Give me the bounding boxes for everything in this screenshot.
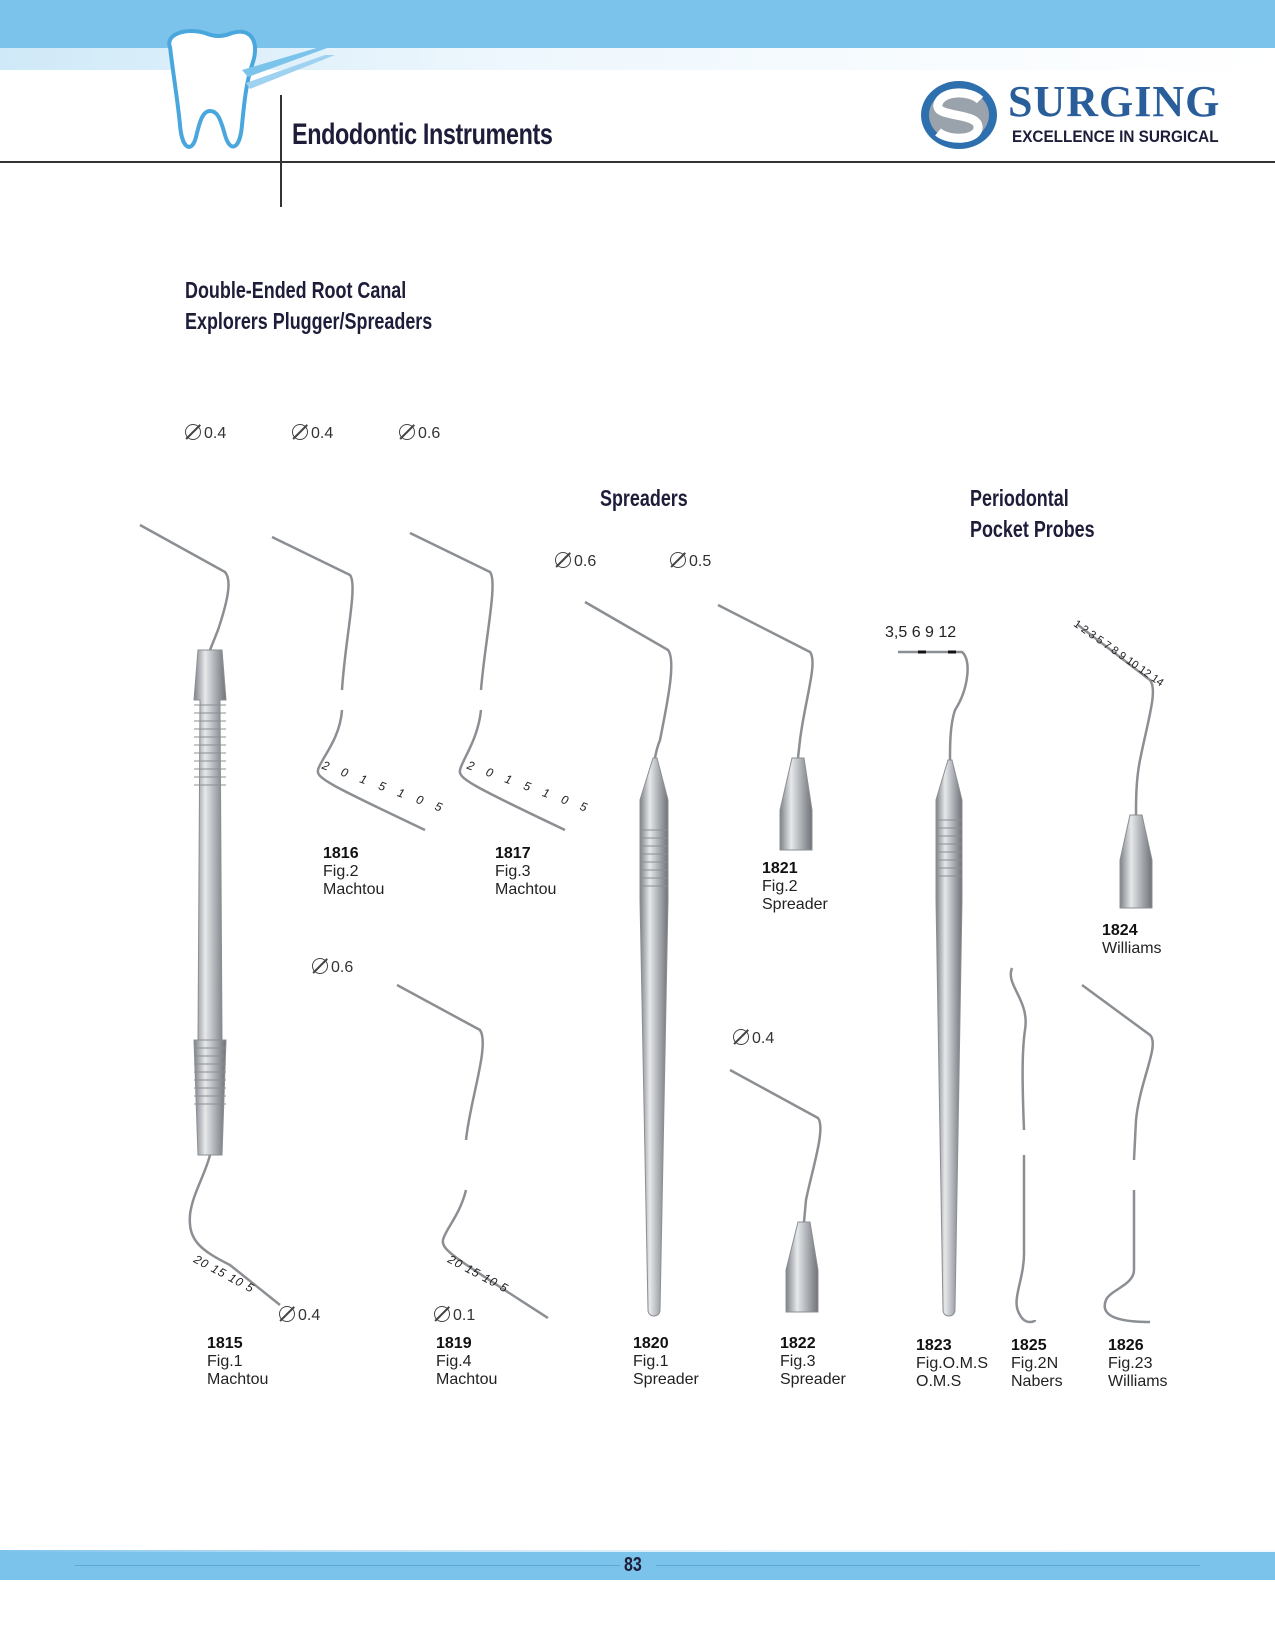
item-name: Machtou	[207, 1371, 269, 1388]
instrument-1815	[140, 525, 280, 1305]
item-fig: Fig.2N	[1011, 1355, 1059, 1372]
item-number: 1815	[207, 1335, 243, 1352]
scale-1824: 1 2 3 5 7 8 9 10 12 14	[1071, 618, 1166, 690]
label-1817	[495, 845, 556, 899]
label-1820	[633, 1335, 699, 1389]
section-title-line: Pocket Probes	[970, 516, 1095, 542]
item-fig: Fig.3	[780, 1353, 816, 1370]
diameter-1822: 0.4	[733, 1029, 774, 1048]
item-name: Spreader	[780, 1371, 846, 1388]
item-number: 1822	[780, 1335, 816, 1352]
item-number: 1825	[1011, 1337, 1047, 1354]
diameter-1817: 0.4	[292, 424, 333, 443]
item-number: 1826	[1108, 1337, 1144, 1354]
scale-1819: 20 15 10 5	[445, 1252, 511, 1296]
item-name: Williams	[1102, 940, 1162, 957]
item-number: 1823	[916, 1337, 952, 1354]
label-1815	[207, 1335, 268, 1389]
diameter-1816: 0.4	[185, 424, 226, 443]
item-name: O.M.S	[916, 1373, 962, 1390]
section-title-line: Periodontal	[970, 485, 1069, 511]
instrument-1822	[730, 1070, 820, 1312]
label-1816	[323, 845, 384, 899]
label-1819	[436, 1335, 497, 1389]
diameter-1819: 0.1	[434, 1306, 475, 1325]
diameter-1820: 0.6	[555, 552, 596, 571]
brand-tagline: EXCELLENCE IN SURGICAL	[1012, 127, 1219, 146]
item-name: Spreader	[762, 896, 828, 913]
label-1824	[1102, 922, 1162, 958]
brand-name: SURGING	[1008, 77, 1221, 126]
section-title-line: Explorers Plugger/Spreaders	[185, 308, 433, 334]
page-title: Endodontic Instruments	[292, 118, 553, 151]
item-name: Nabers	[1011, 1373, 1063, 1390]
scale-1823: 3,5 6 9 12	[885, 624, 957, 641]
instrument-1825	[1011, 968, 1035, 1322]
instrument-1820	[585, 602, 671, 1316]
section-title-line: Double-Ended Root Canal	[185, 277, 407, 303]
item-number: 1820	[633, 1335, 669, 1352]
label-1821	[762, 860, 828, 914]
item-name: Machtou	[436, 1371, 498, 1388]
scale-1816: 2 0 1 5 1 0 5	[320, 758, 449, 817]
item-fig: Fig.23	[1108, 1355, 1153, 1372]
label-1822	[780, 1335, 846, 1389]
diameter-1815: 0.4	[279, 1306, 320, 1325]
item-fig: Fig.2	[762, 878, 798, 895]
instrument-1826	[1082, 985, 1153, 1322]
item-name: Williams	[1108, 1373, 1168, 1390]
item-fig: Fig.2	[323, 863, 359, 880]
item-number: 1824	[1102, 922, 1138, 939]
item-number: 1821	[762, 860, 798, 877]
scale-1815: 20 15 10 5	[191, 1252, 257, 1296]
diameter-1821: 0.5	[670, 552, 711, 571]
item-fig: Fig.3	[495, 863, 531, 880]
section-title-spreaders: Spreaders	[600, 485, 688, 511]
item-fig: Fig.1	[633, 1353, 669, 1370]
item-fig: Fig.1	[207, 1353, 243, 1370]
instrument-1823	[898, 652, 968, 1316]
item-name: Machtou	[495, 881, 557, 898]
page-number: 83	[624, 1554, 642, 1576]
item-fig: Fig.4	[436, 1353, 472, 1370]
item-fig: Fig.O.M.S	[916, 1355, 989, 1372]
item-number: 1816	[323, 845, 359, 862]
item-name: Machtou	[323, 881, 385, 898]
item-number: 1819	[436, 1335, 472, 1352]
instrument-1821	[718, 605, 813, 850]
label-1826	[1108, 1337, 1168, 1391]
diameter-1817b: 0.6	[399, 424, 440, 443]
diameter-1819-top: 0.6	[312, 958, 353, 977]
item-number: 1817	[495, 845, 531, 862]
item-name: Spreader	[633, 1371, 699, 1388]
label-1825	[1011, 1337, 1063, 1391]
label-1823	[916, 1337, 988, 1391]
scale-1817: 2 0 1 5 1 0 5	[465, 758, 594, 817]
